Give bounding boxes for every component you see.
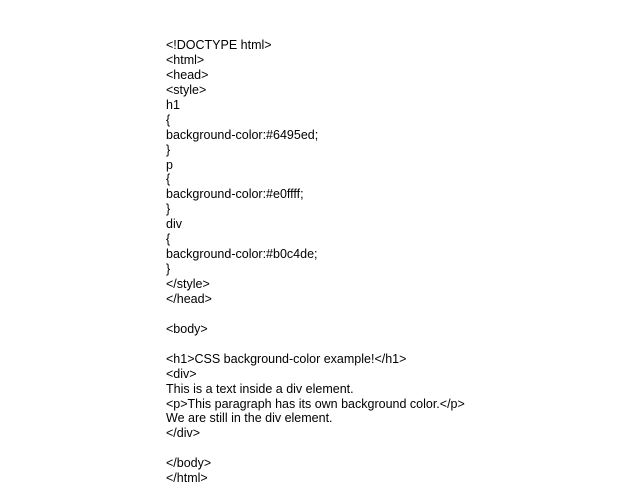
code-line: </style>	[166, 277, 210, 291]
code-line: <style>	[166, 82, 207, 97]
code-line	[166, 307, 465, 322]
code-line: </body>	[166, 456, 212, 471]
code-line: <!DOCTYPE html>	[166, 38, 272, 52]
code-line: {	[166, 232, 171, 247]
code-line: p	[166, 157, 173, 172]
code-line: <div>	[166, 366, 197, 381]
code-line: <html>	[166, 52, 205, 67]
code-line: h1	[166, 97, 180, 112]
code-line: <h1>CSS background-color example!</h1>	[166, 351, 407, 366]
code-line: background-color:#6495ed;	[166, 127, 319, 142]
code-line: This is a text inside a div element.	[166, 381, 354, 396]
code-line: <head>	[166, 67, 209, 82]
code-line: {	[166, 112, 171, 127]
code-line: }	[166, 262, 171, 277]
code-line: div	[166, 217, 182, 232]
code-line	[166, 441, 465, 456]
code-line: We are still in the div element.	[166, 411, 333, 426]
code-line: <p>This paragraph has its own background color.</p>	[166, 396, 465, 411]
code-line: <body>	[166, 321, 208, 336]
code-line: </div>	[166, 426, 201, 441]
code-listing	[166, 38, 465, 486]
code-line	[166, 337, 465, 352]
code-line: }	[166, 202, 171, 217]
code-line: }	[166, 142, 171, 157]
code-line: background-color:#e0ffff;	[166, 187, 304, 202]
code-line: background-color:#b0c4de;	[166, 247, 318, 262]
code-line: </head>	[166, 291, 212, 306]
code-line: </html>	[166, 471, 208, 486]
code-line: {	[166, 172, 171, 187]
